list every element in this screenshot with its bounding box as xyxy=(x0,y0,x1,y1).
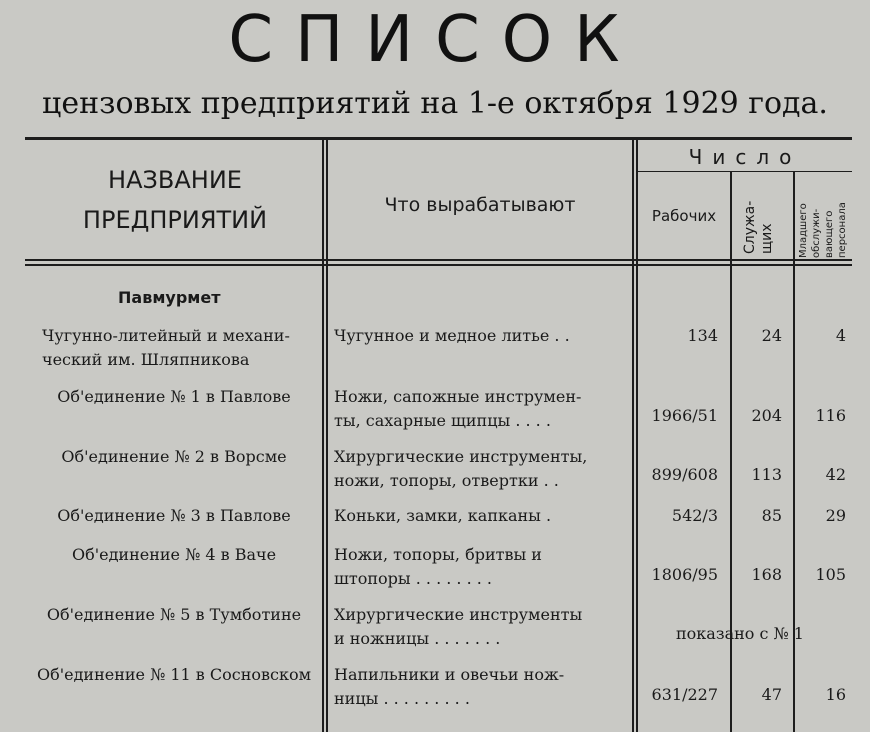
row-0-workers: 134 xyxy=(687,326,718,345)
row-2-workers: 899/608 xyxy=(651,465,718,484)
header-product: Что вырабатывают xyxy=(384,194,576,216)
row-4-workers: 1806/95 xyxy=(651,565,718,584)
row-1-name: Об'единение № 1 в Павлове xyxy=(57,387,291,406)
header-junior xyxy=(797,176,849,258)
row-6-junior: 16 xyxy=(825,685,846,704)
row-3-junior: 29 xyxy=(825,506,846,525)
row-2-product-line2: ножи, топоры, отвертки . . xyxy=(334,471,559,490)
row-4-product xyxy=(334,543,628,591)
col-rule-1a xyxy=(322,140,324,732)
row-4-product-line2: штопоры . . . . . . . . xyxy=(334,569,493,588)
row-2-employees: 113 xyxy=(751,465,782,484)
row-0-junior: 4 xyxy=(835,326,846,345)
header-count: Число xyxy=(688,145,802,169)
row-5-product-line1: Хирургические инструменты xyxy=(334,605,583,624)
row-5-name: Об'единение № 5 в Тумботине xyxy=(46,605,302,624)
count-subrule xyxy=(636,171,852,172)
row-2-junior: 42 xyxy=(825,465,846,484)
header-name xyxy=(30,160,320,240)
row-6-product-line2: ницы . . . . . . . . . xyxy=(334,689,470,708)
header-rule-double-a xyxy=(25,259,852,261)
header-name-line2: ПРЕДПРИЯТИЙ xyxy=(82,206,268,234)
col-rule-2b xyxy=(636,140,638,732)
header-junior-line1: Младшего xyxy=(798,203,809,258)
header-rule-double-b xyxy=(25,264,852,266)
row-3-name: Об'единение № 3 в Павлове xyxy=(57,506,291,525)
col-rule-3 xyxy=(730,172,732,732)
header-junior-line4: персонала xyxy=(837,202,848,258)
row-4-product-line1: Ножи, топоры, бритвы и xyxy=(334,545,542,564)
row-4-employees: 168 xyxy=(751,565,782,584)
row-5-note: показано с № 1 xyxy=(676,624,804,643)
group-title: Павмурмет xyxy=(118,288,221,307)
row-0-product: Чугунное и медное литье . . xyxy=(334,326,570,345)
row-1-product-line2: ты, сахарные щипцы . . . . xyxy=(334,411,551,430)
row-2-name: Об'единение № 2 в Ворсме xyxy=(61,447,287,466)
header-junior-line3: вающего xyxy=(824,210,835,258)
row-1-junior: 116 xyxy=(815,406,846,425)
col-rule-1b xyxy=(326,140,328,732)
row-3-employees: 85 xyxy=(761,506,782,525)
page-subtitle: цензовых предприятий на 1-е октября 1929 года. xyxy=(42,86,828,121)
header-junior-line2: обслужи- xyxy=(811,208,822,258)
header-workers: Рабочих xyxy=(651,207,717,225)
page-title: СПИСОК xyxy=(228,3,642,77)
row-2-product-line1: Хирургические инструменты, xyxy=(334,447,588,466)
row-4-name: Об'единение № 4 в Ваче xyxy=(71,545,277,564)
row-5-product-line2: и ножницы . . . . . . . xyxy=(334,629,501,648)
row-6-employees: 47 xyxy=(761,685,782,704)
row-0-name-line1: Чугунно-литейный и механи- xyxy=(42,326,290,345)
row-6-product xyxy=(334,663,628,711)
row-4-junior: 105 xyxy=(815,565,846,584)
col-rule-4 xyxy=(793,172,795,732)
top-rule-thick xyxy=(25,137,852,140)
header-employees-line1: Служа- xyxy=(742,200,758,254)
row-1-employees: 204 xyxy=(751,406,782,425)
row-1-product-line1: Ножи, сапожные инструмен- xyxy=(334,387,582,406)
row-3-product: Коньки, замки, капканы . xyxy=(334,506,552,525)
row-0-employees: 24 xyxy=(761,326,782,345)
header-employees xyxy=(742,182,776,254)
row-6-workers: 631/227 xyxy=(651,685,718,704)
row-6-product-line1: Напильники и овечьи нож- xyxy=(334,665,565,684)
row-1-workers: 1966/51 xyxy=(651,406,718,425)
row-2-product xyxy=(334,445,628,493)
col-rule-2a xyxy=(632,140,634,732)
row-6-name: Об'единение № 11 в Сосновском xyxy=(36,665,312,684)
row-3-workers: 542/3 xyxy=(671,506,718,525)
row-5-product xyxy=(334,603,628,651)
row-0-name-line2: ческий им. Шляпникова xyxy=(42,350,250,369)
header-name-line1: НАЗВАНИЕ xyxy=(108,166,242,194)
row-1-product xyxy=(334,385,628,433)
header-employees-line2: щих xyxy=(759,223,775,254)
row-0-name xyxy=(28,324,320,372)
